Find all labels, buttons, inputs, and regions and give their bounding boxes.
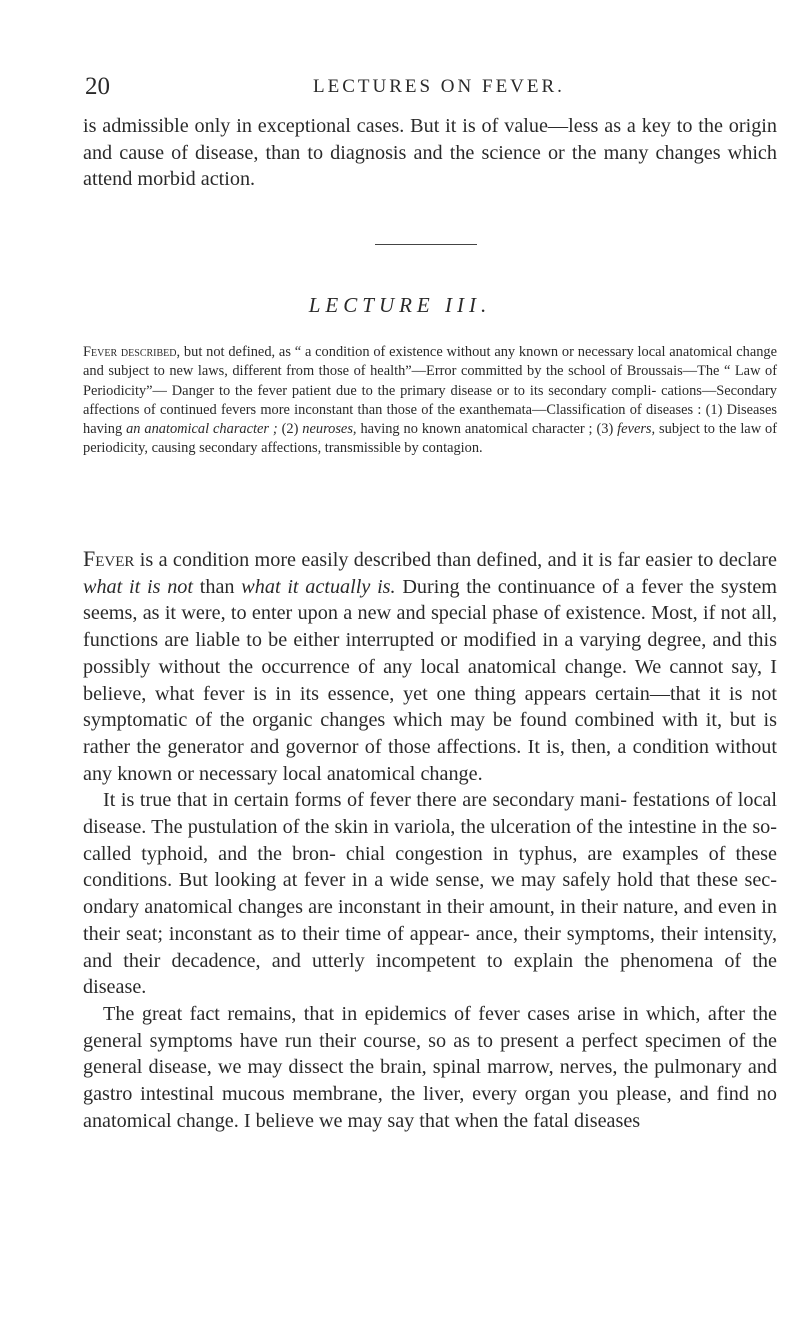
synopsis-text-4: subject to the law of periodicity, causing secondary affections, transmissible by contagion. xyxy=(83,421,777,457)
paragraph-1 xyxy=(83,546,777,787)
paragraph-1-italic-2: what it actually is. xyxy=(241,575,396,598)
synopsis-text-3: having no known anatomical character ; (3) xyxy=(356,421,618,438)
paragraph-1-italic-1: what it is not xyxy=(83,575,194,598)
synopsis-italic-2: neuroses, xyxy=(302,421,357,438)
synopsis-text-1: but not defined, as “ a condition of existence without any known or necessary local anatomical change and subject to new laws, different from those of health”—Error committed by the school of Broussais—The “ Law of Periodicity”— Danger to the fever patient due to the primary disease or to its secondary compli- cations—Secondary affections of continued fevers more inconstant than those of the exanthemata—Classification of diseases : (1) Diseases having xyxy=(83,344,777,438)
paragraph-2: It is true that in certain forms of fever there are secondary mani- festations of local disease. The pustulation of the skin in variola, the ulceration of the intestine in the so-called typhoid, and the bron- chial congestion in typhus, are examples of these conditions. But looking at fever in a wide sense, we may safely hold that these sec- ondary anatomical changes are inconstant in their amount, in their nature, and even in their seat; inconstant as to their time of appear- ance, their symptoms, their intensity, and their decadence, and utterly incompetent to explain the phenomena of the disease. xyxy=(83,789,777,999)
section-divider xyxy=(375,244,477,245)
lecture-heading: LECTURE III. xyxy=(308,293,492,317)
running-head-title: LECTURES ON FEVER. xyxy=(313,76,565,97)
synopsis-text-2: (2) xyxy=(277,421,303,438)
lecture-synopsis xyxy=(83,343,777,459)
opening-paragraph: is admissible only in exceptional cases. But it is of value—less as a key to the origin and cause of disease, than to diagnosis and the science or the many changes which attend morbid action. xyxy=(83,115,777,191)
running-head xyxy=(85,73,775,101)
paragraph-1-lead: Fever xyxy=(83,546,135,571)
synopsis-italic-1: an anatomical character ; xyxy=(126,421,278,438)
paragraph-1-text-1: is a condition more easily described than defined, and it is far easier to declare xyxy=(134,549,777,571)
page-number: 20 xyxy=(85,73,110,100)
synopsis-lead: Fever described, xyxy=(83,344,181,360)
paragraph-1-text-2: than xyxy=(193,575,242,598)
paragraph-1-text-3: During the continuance of a fever the system seems, as it were, to enter upon a new and special phase of existence. Most, if not all, functions are liable to be either interrupted or modified in a varying degree, and this possibly without the occurrence of any local anatomical change. We cannot say, I believe, what fever is in its essence, yet one thing appears certain—that it is not symptomatic of the organic changes which may be found combined with it, but is rather the generator and governor of those affections. It is, then, a condition without any known or necessary local anatomical change. xyxy=(83,575,777,785)
synopsis-italic-3: fevers, xyxy=(617,421,656,438)
paragraph-3: The great fact remains, that in epidemics of fever cases arise in which, after the general symptoms have run their course, so as to present a perfect specimen of the general disease, we may dissect the brain, spinal marrow, nerves, the pulmonary and gastro intestinal mucous membrane, the liver, every organ you please, and find no anatomical change. I believe we may say that when the fatal diseases xyxy=(83,1002,777,1132)
main-text xyxy=(83,546,777,1134)
